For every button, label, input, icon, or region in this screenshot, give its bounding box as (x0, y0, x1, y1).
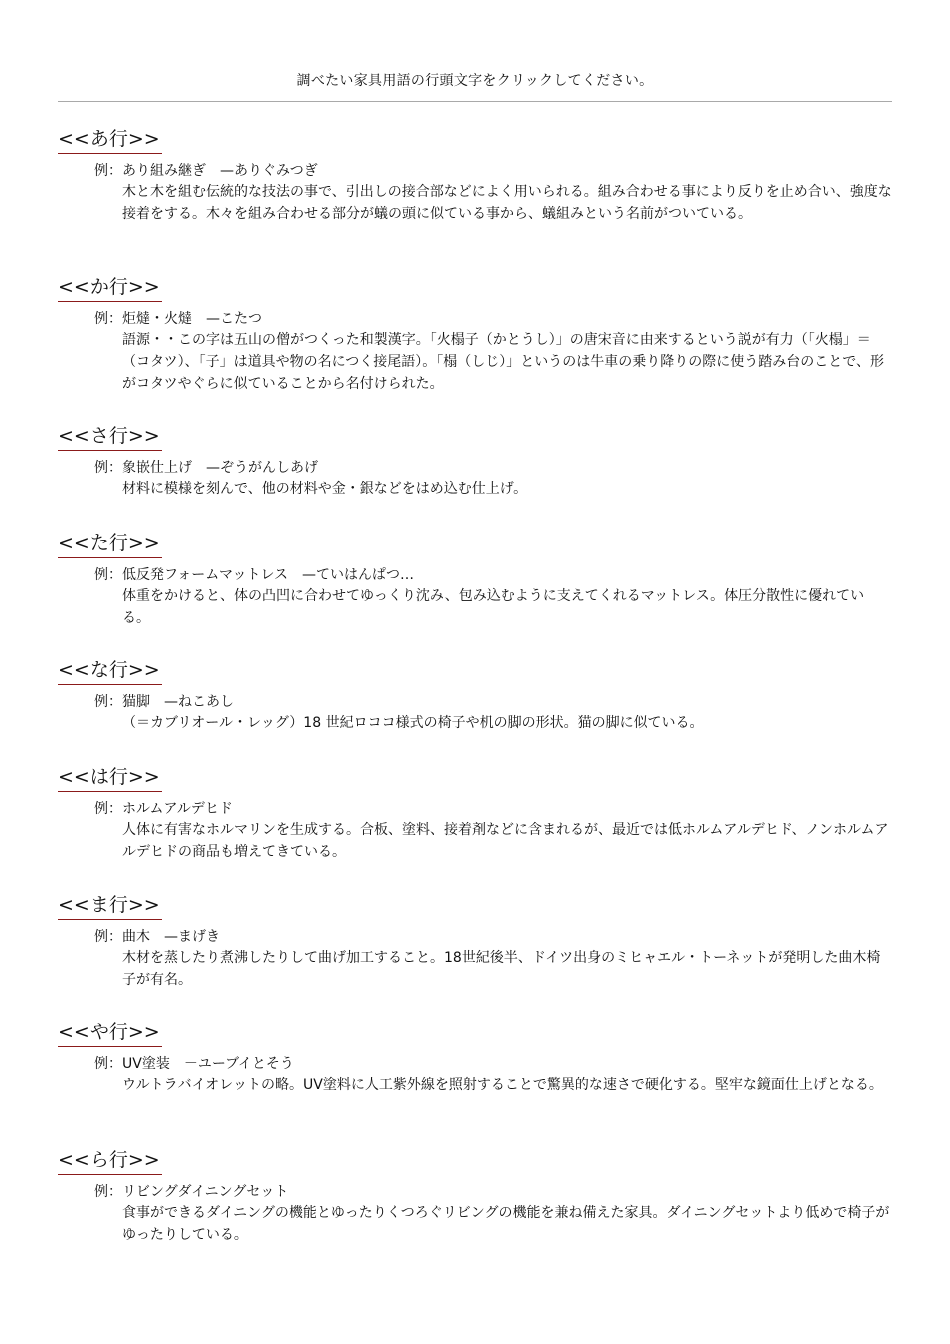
example-label: 例： (94, 567, 122, 583)
term-description: 食事ができるダイニングの機能とゆったりくつろぐリビングの機能を兼ね備えた家具。ダイニングセットより低めで椅子がゆったりしている。 (122, 1205, 890, 1243)
section-heading-a[interactable]: <<あ行>> (58, 127, 162, 154)
section-heading-ya[interactable]: <<や行>> (58, 1020, 162, 1047)
example-label: 例： (94, 801, 122, 817)
instruction-text: 調べたい家具用語の行頭文字をクリックしてください。 (296, 73, 654, 89)
section-heading-sa[interactable]: <<さ行>> (58, 424, 162, 451)
term-name: あり組み継ぎ —ありぐみつぎ (122, 163, 318, 179)
section-ha (58, 765, 892, 863)
section-ta (58, 531, 892, 629)
term-name: 曲木 —まげき (122, 929, 220, 945)
term-description: 人体に有害なホルマリンを生成する。合板、塗料、接着剤などに含まれるが、最近では低ホルムアルデヒド、ノンホルムアルデヒドの商品も増えてきている。 (122, 822, 889, 860)
term-name: UV塗装 －ユーブイとそう (122, 1056, 294, 1072)
example-label: 例： (94, 311, 122, 327)
example-label: 例： (94, 1056, 122, 1072)
example-label: 例： (94, 1184, 122, 1200)
example-label: 例： (94, 460, 122, 476)
section-ka (58, 275, 892, 395)
glossary-entry (58, 308, 892, 395)
section-ma (58, 893, 892, 991)
section-sa (58, 424, 892, 500)
section-ya (58, 1020, 892, 1096)
term-name: ホルムアルデヒド (122, 801, 233, 817)
section-heading-ka[interactable]: <<か行>> (58, 275, 162, 302)
example-label: 例： (94, 694, 122, 710)
term-description: 材料に模様を刻んで、他の材料や金・銀などをはめ込む仕上げ。 (122, 481, 528, 497)
term-description: ウルトラバイオレットの略。UV塗料に人工紫外線を照射することで驚異的な速さで硬化する。堅牢な鏡面仕上げとなる。 (122, 1077, 883, 1093)
glossary-entry (58, 691, 892, 734)
term-description: （＝カブリオール・レッグ）18 世紀ロココ様式の椅子や机の脚の形状。猫の脚に似ている。 (122, 715, 704, 731)
section-heading-ma[interactable]: <<ま行>> (58, 893, 162, 920)
glossary-entry (58, 798, 892, 863)
section-a (58, 127, 892, 225)
term-description: 語源・・この字は五山の僧がつくった和製漢字。「火榻子（かとうし）」の唐宋音に由来するという説が有力（「火榻」＝（コタツ）、「子」は道具や物の名につく接尾語）。「榻（しじ）」というのは牛車の乗り降りの際に使う踏み台のことで、形がコタツやぐらに似ていることから名付けられた。 (122, 332, 885, 392)
section-heading-ta[interactable]: <<た行>> (58, 531, 162, 558)
section-heading-na[interactable]: <<な行>> (58, 658, 162, 685)
term-description: 木材を蒸したり煮沸したりして曲げ加工すること。18世紀後半、ドイツ出身のミヒャエル・トーネットが発明した曲木椅子が有名。 (122, 950, 881, 988)
term-name: 象嵌仕上げ —ぞうがんしあげ (122, 460, 318, 476)
glossary-entry (58, 457, 892, 500)
term-description: 体重をかけると、体の凸凹に合わせてゆっくり沈み、包み込むように支えてくれるマットレス。体圧分散性に優れている。 (122, 588, 865, 626)
header-divider (58, 101, 892, 102)
section-heading-ra[interactable]: <<ら行>> (58, 1148, 162, 1175)
section-ra (58, 1148, 892, 1246)
section-heading-ha[interactable]: <<は行>> (58, 765, 162, 792)
term-name: 炬燵・火燵 —こたつ (122, 311, 262, 327)
glossary-entry (58, 1053, 892, 1096)
glossary-entry (58, 160, 892, 225)
term-name: リビングダイニングセット (122, 1184, 289, 1200)
example-label: 例： (94, 929, 122, 945)
term-name: 低反発フォームマットレス —ていはんぱつ… (122, 567, 415, 583)
example-label: 例： (94, 163, 122, 179)
section-na (58, 658, 892, 734)
glossary-entry (58, 1181, 892, 1246)
glossary-entry (58, 926, 892, 991)
term-name: 猫脚 —ねこあし (122, 694, 234, 710)
term-description: 木と木を組む伝統的な技法の事で、引出しの接合部などによく用いられる。組み合わせる事により反りを止め合い、強度な接着をする。木々を組み合わせる部分が蟻の頭に似ている事から、蟻組みという名前がついている。 (122, 184, 892, 222)
glossary-entry (58, 564, 892, 629)
